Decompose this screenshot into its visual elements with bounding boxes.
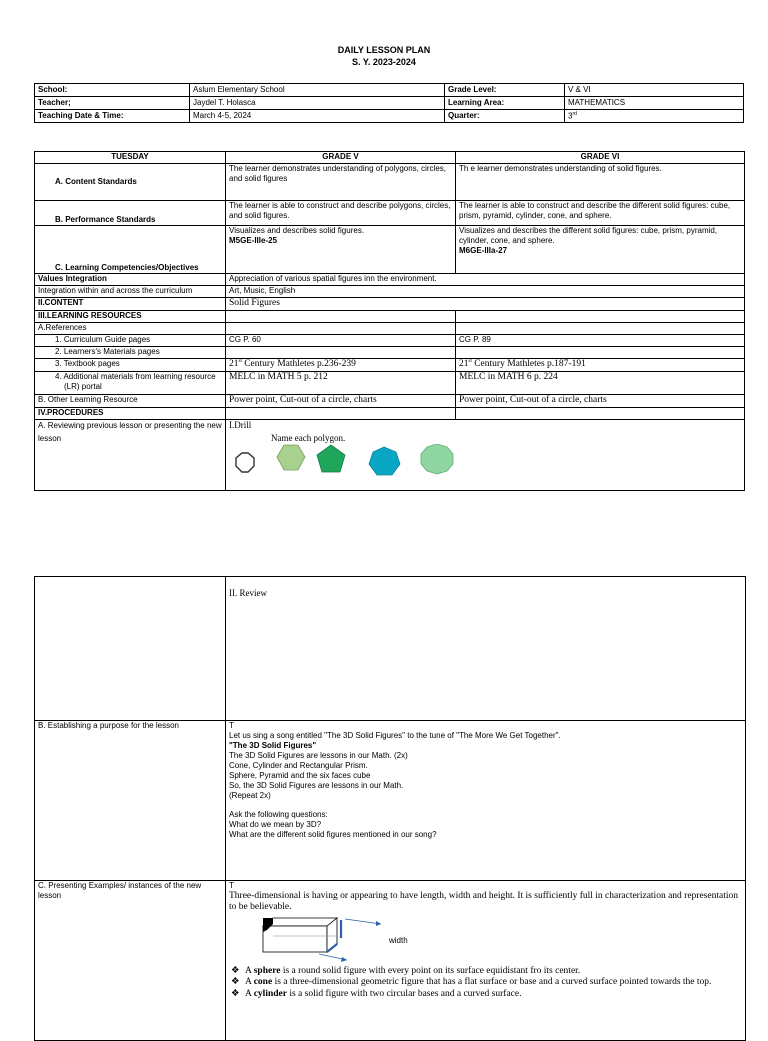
bullet-item: ❖ A sphere is a round solid figure with every point on its surface equidistant fro its center. [231,965,581,976]
performance-standards-g6: The learner is able to construct and describe the different solid figures: cube, prism, pyramid, cylinder, cone, and sphere. [456,201,745,226]
textbook-g6: 21st Century Mathletes p.187-191 [456,358,745,371]
competencies-g6-code: M6GE-IIIa-27 [459,246,508,255]
quarter-value: 3rd [565,110,744,123]
three-d-definition: Three-dimensional is having or appearing to have length, width and height. It is sufficiently full in characterization and representation to be believable. [229,891,738,913]
other-resource-label: B. Other Learning Resource [35,394,226,407]
grade-level-value: V & VI [565,84,744,97]
solid-figure-bullets [229,966,742,1000]
teaching-date-value: March 4-5, 2024 [190,110,445,123]
learning-area-label: Learning Area: [445,97,565,110]
pentagon-icon [317,445,345,472]
procedures-label: IV.PROCEDURES [35,407,226,419]
content-standards-g5: The learner demonstrates understanding of polygons, circles, and solid figures [226,164,456,201]
diamond-bullet-icon: ❖ [231,988,240,999]
competencies-g6-text: Visualizes and describes the different solid figures: cube, prism, pyramid, cylinder, cone, and sphere. [459,226,718,245]
drill-label: I.Drill [229,419,252,430]
hexagon-icon [277,445,305,470]
competencies-g6 [456,226,745,274]
song-line: So, the 3D Solid Figures are lessons in our Math. [229,781,404,790]
competencies-g5-text: Visualizes and describes solid figures. [229,226,365,235]
octagon-icon [236,453,254,472]
values-integration-text: Appreciation of various spatial figures inn the environment. [226,274,745,286]
reviewing-lesson-label: A. Reviewing previous lesson or presenting the new lesson [35,419,226,490]
width-label: width [389,935,408,945]
review-heading: II. Review [226,577,746,721]
purpose-marker: T [229,721,234,730]
document-title: DAILY LESSON PLAN [337,45,431,55]
presenting-marker: T [229,881,234,890]
song-line: The 3D Solid Figures are lessons in our Math. (2x) [229,751,408,760]
establishing-purpose-label: B. Establishing a purpose for the lesson [35,721,226,881]
learning-resources-label: III.LEARNING RESOURCES [35,310,226,322]
curriculum-guide-g5: CG P. 60 [226,334,456,346]
diamond-bullet-icon: ❖ [231,977,240,988]
integration-text: Art, Music, English [226,286,745,298]
other-resource-g5: Power point, Cut-out of a circle, charts [226,394,456,407]
curriculum-guide-g6: CG P. 89 [456,334,745,346]
additional-materials-g6: MELC in MATH 6 p. 224 [456,371,745,394]
curriculum-guide-label: 1. Curriculum Guide pages [35,334,226,346]
textbook-label: 3. Textbook pages [35,358,226,371]
grade-level-label: Grade Level: [445,84,565,97]
school-value: Aslum Elementary School [190,84,445,97]
question: What do we mean by 3D? [229,820,322,829]
lesson-plan-table [34,151,745,491]
song-line: (Repeat 2x) [229,791,271,800]
performance-standards-g5: The learner is able to construct and describe polygons, circles, and solid figures. [226,201,456,226]
song-line: Cone, Cylinder and Rectangular Prism. [229,761,368,770]
additional-materials-g5: MELC in MATH 5 p. 212 [226,371,456,394]
other-resource-g6: Power point, Cut-out of a circle, charts [456,394,745,407]
content-standards-label: A. Content Standards [35,164,226,201]
bullet-item: ❖ A cone is a three-dimensional geometric figure that has a flat surface or base and a curved surface pointed towards the top. [231,977,712,988]
references-label: A.References [35,322,226,334]
values-integration-label: Values Integration [35,274,226,286]
performance-standards-label: B. Performance Standards [35,201,226,226]
song-intro: Let us sing a song entitled "The 3D Solid Figures" to the tune of "The More We Get Together". [229,731,561,740]
heptagon-icon [369,447,400,475]
quarter-label: Quarter: [445,110,565,123]
song-title: "The 3D Solid Figures" [229,741,317,750]
grade5-header: GRADE V [226,152,456,164]
competencies-g5 [226,226,456,274]
drill-prompt: Name each polygon. [271,433,346,444]
prism-figure-area [229,914,742,966]
integration-label: Integration within and across the curriculum [35,286,226,298]
teacher-label: Teacher; [35,97,190,110]
content-label: II.CONTENT [35,298,226,311]
grade6-header: GRADE VI [456,152,745,164]
drill-cell [226,419,745,490]
school-label: School: [35,84,190,97]
teacher-value: Jaydel T. Holasca [190,97,445,110]
learners-materials-label: 2. Learners's Materials pages [35,346,226,358]
bullet-item: ❖ A cylinder is a solid figure with two circular bases and a curved surface. [231,988,522,999]
lesson-plan-table-page2 [34,576,746,1041]
presenting-examples-cell [226,881,746,1041]
competencies-g5-code: M5GE-IIIe-25 [229,236,278,245]
establishing-purpose-cell [226,721,746,881]
teaching-date-label: Teaching Date & Time: [35,110,190,123]
day-header: TUESDAY [35,152,226,164]
decagon-icon [421,444,453,474]
question: What are the different solid figures mentioned in our song? [229,830,437,839]
polygon-figures [229,444,469,484]
polygon-row [229,444,741,484]
info-table [34,83,744,123]
content-standards-g6: Th e learner demonstrates understanding of solid figures. [456,164,745,201]
competencies-label: C. Learning Competencies/Objectives [35,226,226,274]
presenting-examples-label: C. Presenting Examples/ instances of the new lesson [35,881,226,1041]
ask-intro: Ask the following questions: [229,810,328,819]
textbook-g5: 21st Century Mathletes p.236-239 [226,358,456,371]
content-text: Solid Figures [226,298,745,311]
song-line: Sphere, Pyramid and the six faces cube [229,771,371,780]
additional-materials-label: 4. Additional materials from learning resource (LR) portal [35,371,226,394]
learning-area-value: MATHEMATICS [565,97,744,110]
school-year: S. Y. 2023-2024 [352,57,416,67]
diamond-bullet-icon: ❖ [231,965,240,976]
